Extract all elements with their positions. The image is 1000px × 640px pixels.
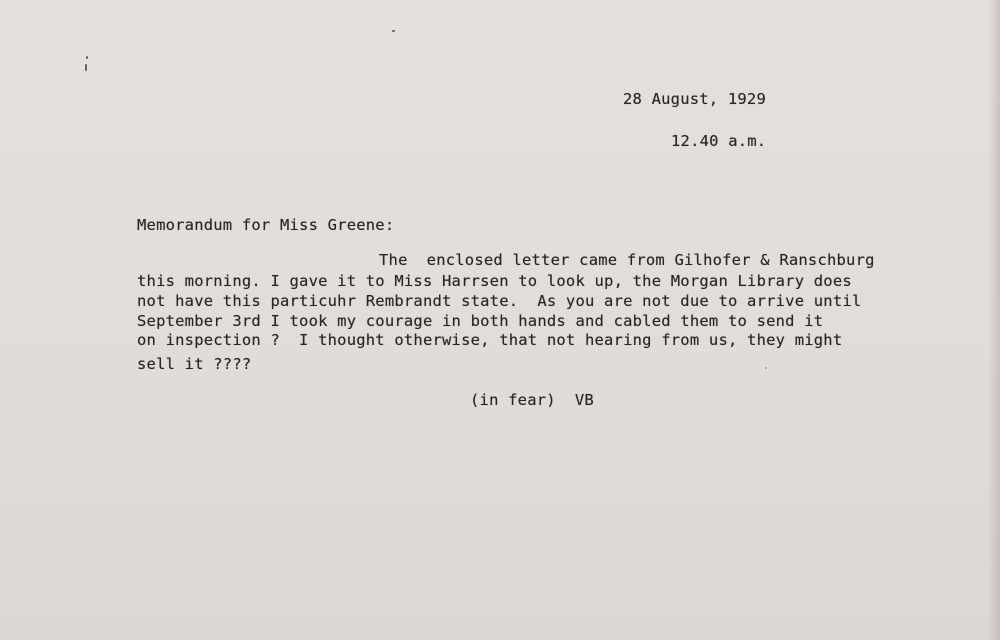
memo-signature: (in fear) VB (470, 391, 594, 409)
memo-body-line: sell it ???? (137, 355, 252, 373)
memo-body-line: The enclosed letter came from Gilhofer & Ranschburg (379, 251, 875, 269)
memo-body-line: not have this particuhr Rembrandt state. As you are not due to arrive until (137, 292, 862, 310)
memo-date: 28 August, 1929 (623, 90, 766, 108)
paper-speck (86, 56, 88, 59)
memo-time: 12.40 a.m. (671, 132, 767, 150)
memo-body-line: on inspection ? I thought otherwise, that not hearing from us, they might (137, 331, 843, 349)
memo-body-line: this morning. I gave it to Miss Harrsen to look up, the Morgan Library does (137, 272, 852, 290)
paper-speck (765, 367, 767, 369)
paper-edge-shadow (988, 0, 1000, 640)
paper-speck (85, 64, 87, 71)
paper-speck (392, 30, 395, 32)
memo-salutation: Memorandum for Miss Greene: (137, 216, 395, 234)
memo-body-line: September 3rd I took my courage in both hands and cabled them to send it (137, 312, 824, 330)
